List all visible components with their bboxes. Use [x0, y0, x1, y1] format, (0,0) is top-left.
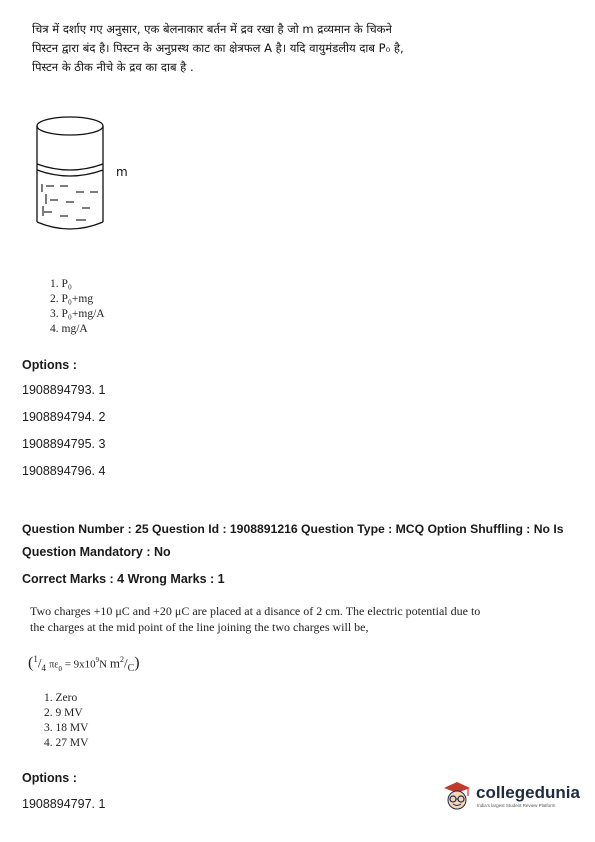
question-25-header: Question Number : 25 Question Id : 1908891216 Question Type : MCQ Option Shuffling : No Is [22, 522, 564, 536]
marks-line: Correct Marks : 4 Wrong Marks : 1 [22, 572, 225, 586]
q25-choice-4: 4. 27 MV [44, 737, 89, 749]
option-3: 1908894795. 3 [22, 437, 106, 451]
collegedunia-logo [440, 776, 580, 816]
q25-option-1: 1908894797. 1 [22, 797, 106, 811]
hindi-line-1: चित्र में दर्शाए गए अनुसार, एक बेलनाकार बर्तन में द्रव रखा है जो m द्रव्यमान के चिकने [32, 22, 392, 36]
q25-line-2: the charges at the mid point of the line joining the two charges will be, [30, 620, 369, 634]
choice-2: 2. P₀+mg [50, 293, 94, 305]
question-25-choices [44, 691, 88, 751]
logo-wordmark: collegedunia [476, 783, 580, 802]
cylinder-drawing [37, 117, 103, 229]
option-1: 1908894793. 1 [22, 383, 106, 397]
cylinder-piston-figure [30, 112, 140, 242]
logo-tagline: India's largest Student Review Platform [477, 803, 556, 808]
choice-1: 1. P₀ [50, 278, 72, 290]
question-24-text [32, 20, 404, 77]
choice-3: 3. P₀+mg/A [50, 308, 105, 320]
options-label: Options : [22, 358, 77, 372]
q25-choice-3: 3. 18 MV [44, 722, 89, 734]
question-25-text [30, 603, 480, 635]
option-4: 1908894796. 4 [22, 464, 106, 478]
mass-label: m [116, 165, 128, 179]
choice-4: 4. mg/A [50, 323, 88, 335]
option-2: 1908894794. 2 [22, 410, 106, 424]
q25-line-1: Two charges +10 μC and +20 μC are placed at a disance of 2 cm. The electric potential due to [30, 604, 481, 618]
coulomb-constant-formula: ($^1/_4$ $\pi\varepsilon_0 = 9x10^9N$ $m^2/_C$) [28, 654, 140, 674]
question-24-choices [50, 277, 105, 337]
q25-choice-2: 2. 9 MV [44, 707, 83, 719]
hindi-line-2: पिस्टन द्वारा बंद है। पिस्टन के अनुप्रस्थ काट का क्षेत्रफल A है। यदि वायुमंडलीय दाब P₀ है, [32, 41, 404, 55]
hindi-line-3: पिस्टन के ठीक नीचे के द्रव का दाब है . [32, 60, 194, 74]
question-mandatory: Question Mandatory : No [22, 545, 171, 559]
liquid-hatching [42, 184, 98, 220]
q25-options-label: Options : [22, 771, 77, 785]
mascot-icon [440, 778, 474, 812]
q25-choice-1: 1. Zero [44, 692, 78, 704]
